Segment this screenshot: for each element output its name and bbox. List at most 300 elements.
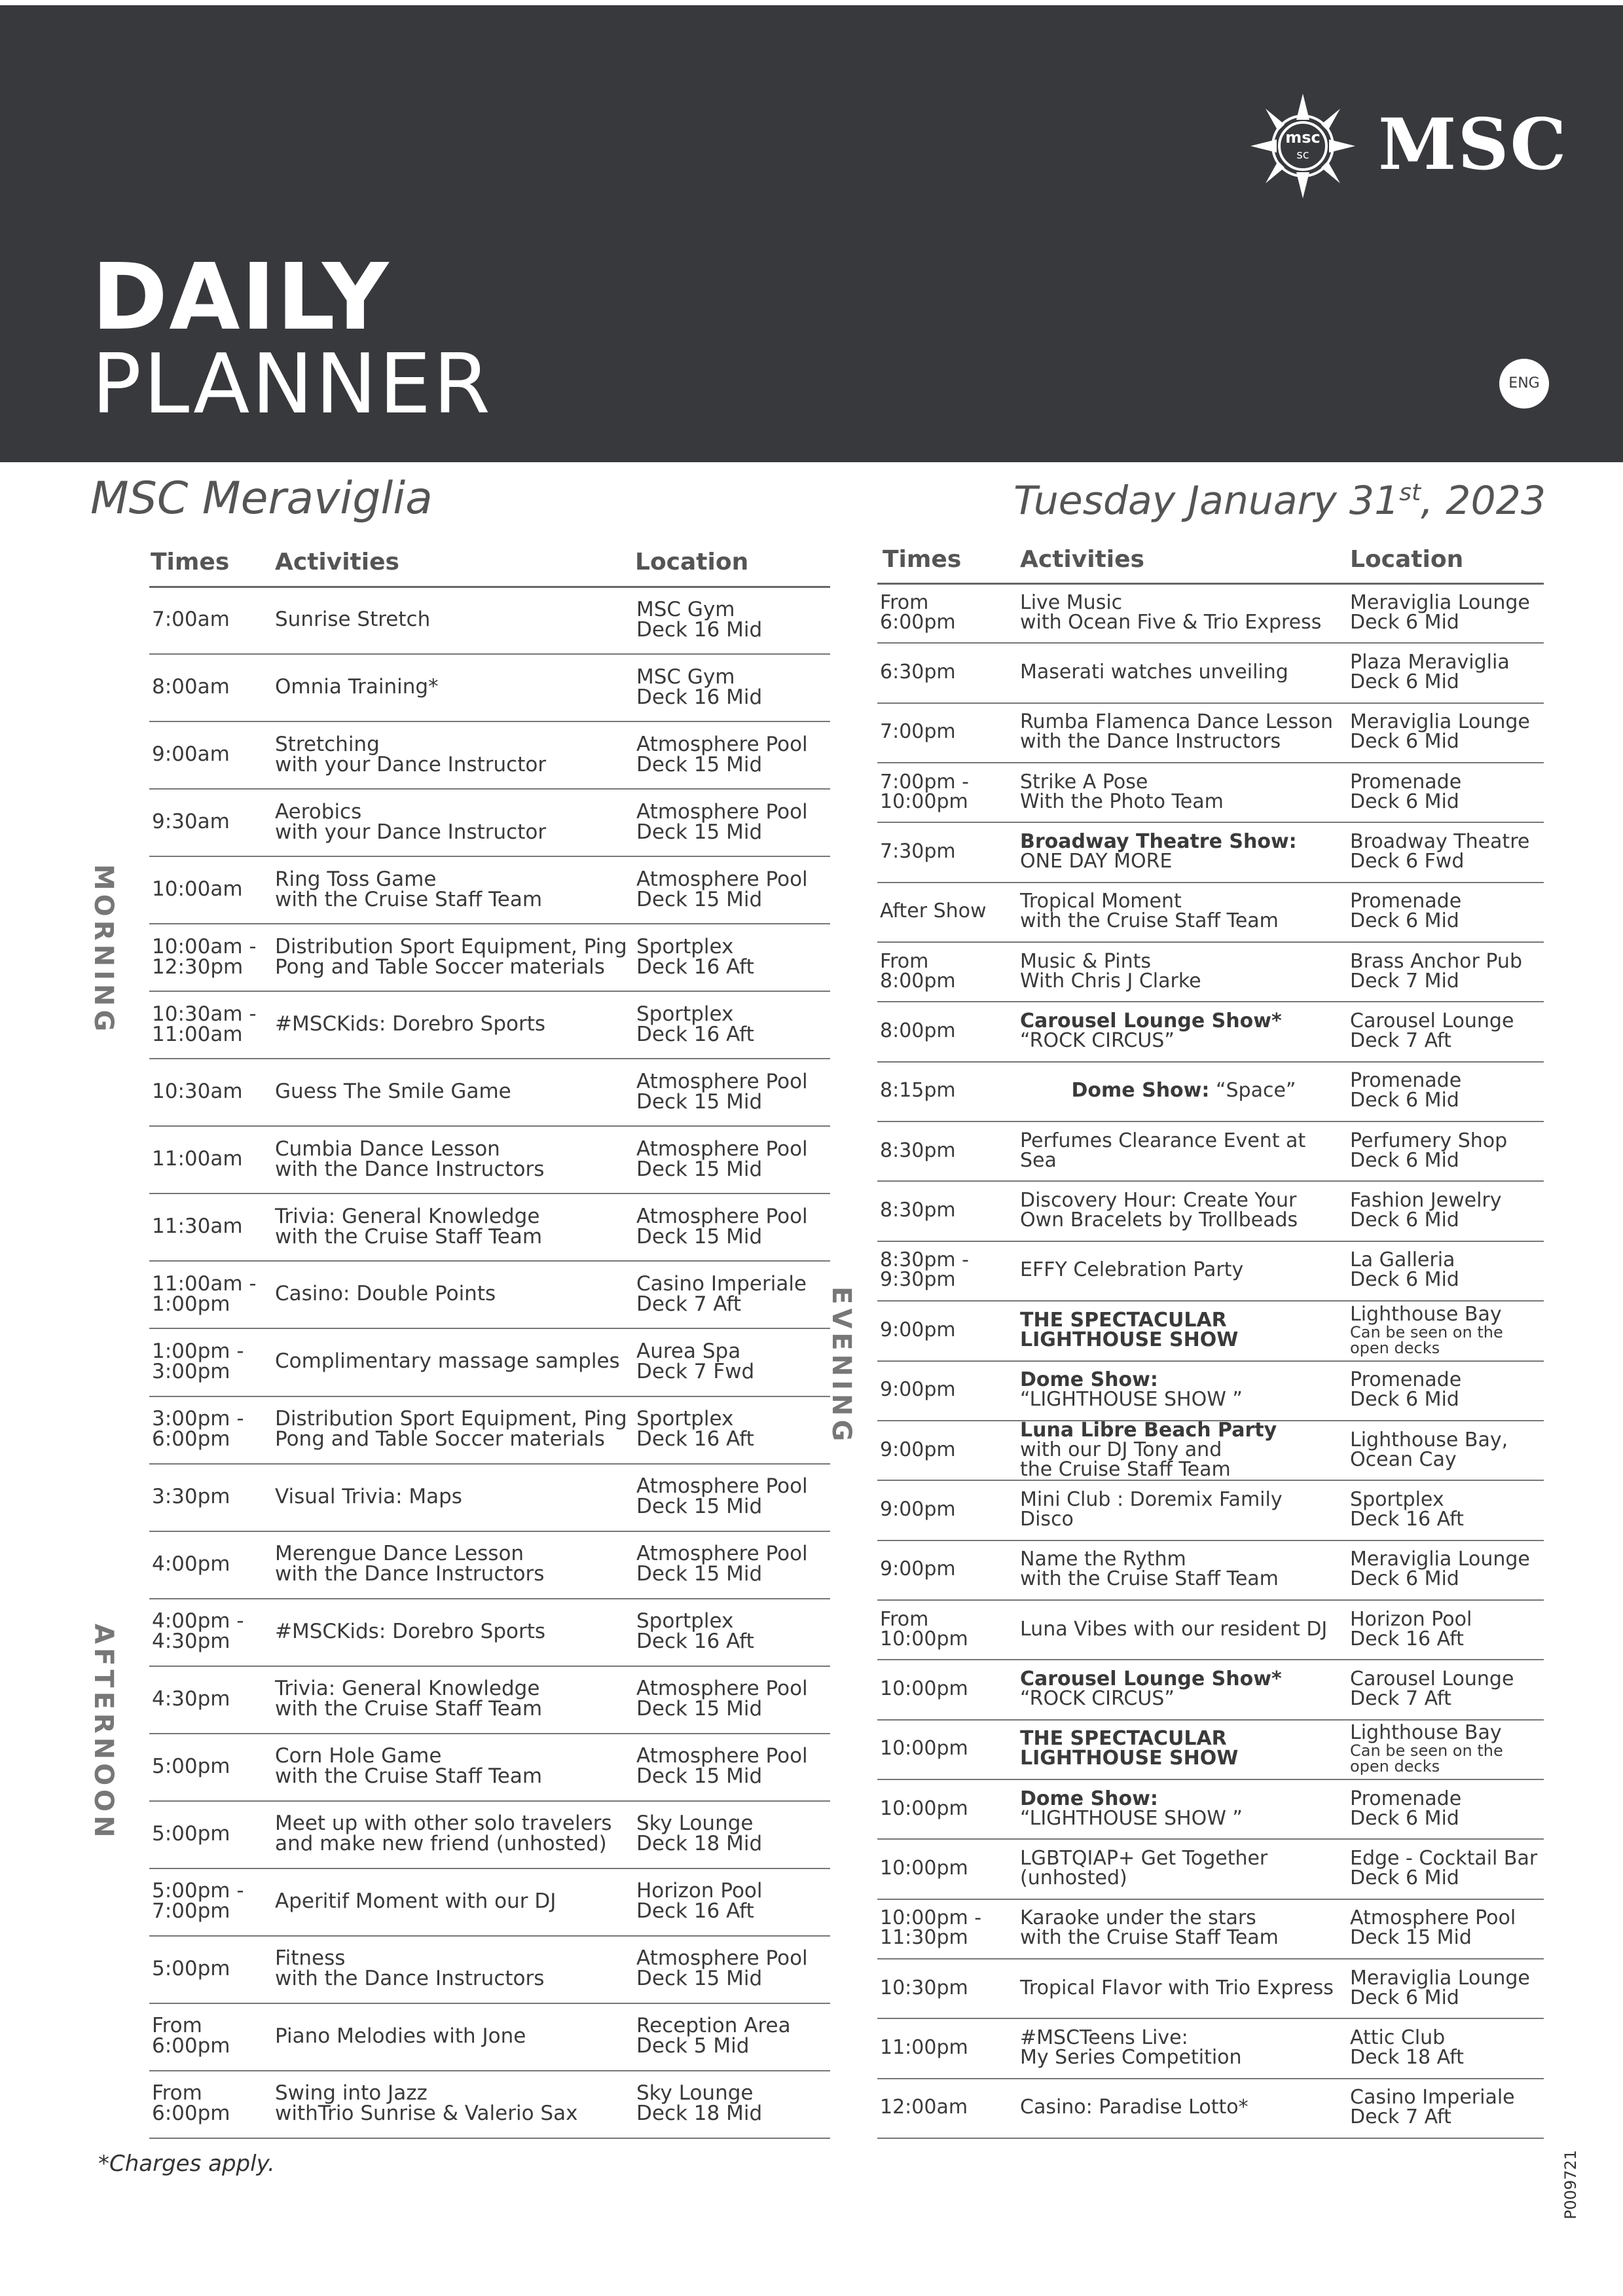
logo-badge-text: msc: [1285, 128, 1321, 147]
row-separator: [149, 1800, 830, 1802]
row-activity-text: Mini Club : Doremix Family Disco: [1020, 1487, 1283, 1531]
row-activity: [1020, 1781, 1347, 1836]
row-location: [1350, 1901, 1540, 1956]
schedule-row: [877, 1542, 1544, 1597]
row-separator: [877, 702, 1544, 704]
row-activity: #MSCKids: Dorebro Sports: [275, 1012, 546, 1036]
row-time: 3:30pm: [152, 1484, 230, 1508]
row-location: [1350, 1243, 1540, 1298]
row-location: [1350, 1960, 1540, 2016]
schedule-row: [877, 1302, 1544, 1358]
row-separator: [149, 1868, 830, 1869]
schedule-row: [877, 1901, 1544, 1956]
row-activity-text: “ROCK CIRCUS”: [1020, 1029, 1175, 1053]
row-time: 3:00pm - 6:00pm: [152, 1407, 244, 1451]
row-time: 10:00pm: [880, 1796, 968, 1820]
row-time: 8:00pm: [880, 1019, 956, 1043]
row-activity-text: “Space”: [1215, 1079, 1296, 1102]
schedule-row: [149, 723, 830, 786]
left-location-header: Location: [635, 549, 749, 575]
row-activity: Aerobics with your Dance Instructor: [275, 799, 547, 844]
row-location-text: Promenade Deck 6 Mid: [1350, 770, 1462, 813]
row-time: 10:30am: [152, 1080, 243, 1104]
schedule-row: [149, 2005, 830, 2068]
row-time: 10:30am - 11:00am: [152, 1002, 257, 1046]
schedule-row: [877, 943, 1544, 999]
section-afternoon: AFTERNOON: [88, 1624, 119, 1842]
row-location-text: Fashion Jewelry Deck 6 Mid: [1350, 1189, 1502, 1232]
row-separator: [877, 1899, 1544, 1900]
row-location: Atmosphere Pool Deck 15 Mid: [636, 732, 808, 776]
msc-logo: [1244, 90, 1584, 202]
row-time: 11:00am: [152, 1147, 243, 1171]
row-separator: [877, 1599, 1544, 1601]
row-time: 4:00pm - 4:30pm: [152, 1609, 244, 1654]
row-activity: Piano Melodies with Jone: [275, 2024, 526, 2048]
row-location-text: Perfumery Shop Deck 6 Mid: [1350, 1129, 1508, 1172]
row-time: From 10:00pm: [880, 1607, 968, 1650]
row-activity-text: Maserati watches unveiling: [1020, 661, 1288, 684]
row-location-text: La Galleria Deck 6 Mid: [1350, 1248, 1459, 1292]
row-activity: Omnia Training*: [275, 675, 439, 699]
row-separator: [149, 1733, 830, 1734]
row-time: 7:30pm: [880, 840, 956, 864]
row-time: 9:00am: [152, 742, 230, 767]
schedule-row: [149, 1736, 830, 1798]
right-times-header: Times: [883, 546, 962, 573]
row-time: After Show: [880, 900, 987, 923]
row-activity: [1020, 1123, 1347, 1178]
row-separator: [877, 2018, 1544, 2019]
row-location: Casino Imperiale Deck 7 Aft: [636, 1271, 807, 1316]
row-time: 10:00pm - 11:30pm: [880, 1906, 982, 1950]
row-activity: Distribution Sport Equipment, Ping Pong and Table Soccer materials: [275, 1407, 627, 1451]
row-location: [1350, 585, 1540, 640]
ship-name: MSC Meraviglia: [90, 473, 433, 524]
row-location-text: Broadway Theatre Deck 6 Fwd: [1350, 830, 1530, 873]
row-separator: [149, 991, 830, 992]
schedule-row: [149, 589, 830, 651]
row-time: 7:00pm: [880, 720, 956, 744]
row-location: Sky Lounge Deck 18 Mid: [636, 1812, 763, 1856]
row-activity-text: Music & Pints With Chris J Clarke: [1020, 949, 1201, 993]
row-location-text: Meraviglia Lounge Deck 6 Mid: [1350, 710, 1530, 754]
row-activity-text: “LIGHTHOUSE SHOW ”: [1020, 1806, 1243, 1830]
row-location: Atmosphere Pool Deck 15 Mid: [636, 799, 808, 844]
row-location: Reception Area Deck 5 Mid: [636, 2014, 791, 2058]
schedule-row: [149, 656, 830, 718]
row-separator: [149, 1328, 830, 1329]
row-time: 9:00pm: [880, 1318, 956, 1341]
row-location: [1350, 1721, 1540, 1777]
row-activity: Cumbia Dance Lesson with the Dance Instructors: [275, 1137, 545, 1181]
row-activity: [1020, 1721, 1347, 1777]
row-time: 10:00am: [152, 877, 243, 902]
row-separator: [149, 1058, 830, 1059]
row-location: [1350, 1601, 1540, 1657]
language-badge[interactable]: ENG: [1499, 359, 1549, 409]
row-activity: [1020, 764, 1347, 820]
row-activity-title: Dome Show:: [1020, 1368, 1158, 1392]
row-separator: [877, 1480, 1544, 1481]
schedule-row: [877, 2020, 1544, 2075]
row-activity: [1020, 1182, 1347, 1238]
row-time: 9:00pm: [880, 1497, 956, 1521]
row-location-text: Brass Anchor Pub Deck 7 Mid: [1350, 949, 1522, 993]
row-time: 10:30pm: [880, 1976, 968, 1999]
row-time: 11:30am: [152, 1214, 243, 1239]
row-location: [1350, 1123, 1540, 1178]
compass-rose-icon: [1244, 90, 1362, 202]
schedule-row: [149, 1128, 830, 1190]
section-morning: MORNING: [88, 864, 119, 1036]
row-activity-text: Name the Rythm with the Cruise Staff Team: [1020, 1548, 1279, 1591]
row-separator: [877, 1958, 1544, 1959]
row-activity: Sunrise Stretch: [275, 608, 431, 632]
row-separator: [877, 1360, 1544, 1362]
row-separator: [877, 2078, 1544, 2079]
row-location: [1350, 1542, 1540, 1597]
row-separator: [149, 1666, 830, 1667]
schedule-row: [877, 1003, 1544, 1059]
row-time: 5:00pm - 7:00pm: [152, 1879, 244, 1923]
row-location-text: Carousel Lounge Deck 7 Aft: [1350, 1010, 1514, 1053]
row-time: 11:00am - 1:00pm: [152, 1271, 257, 1316]
schedule-row: [149, 1803, 830, 1865]
row-activity: Swing into Jazz withTrio Sunrise & Valerio Sax: [275, 2081, 578, 2126]
row-location: [1350, 1840, 1540, 1896]
schedule-row: [877, 1418, 1544, 1481]
row-location-text: Lighthouse Bay: [1350, 1721, 1502, 1745]
row-activity-text: Discovery Hour: Create Your Own Bracelets by Trollbeads: [1020, 1189, 1298, 1232]
schedule-row: [877, 1661, 1544, 1717]
row-location: MSC Gym Deck 16 Mid: [636, 665, 763, 709]
row-time: 5:00pm: [152, 1754, 230, 1778]
schedule-row: [149, 1195, 830, 1258]
row-time: From 6:00pm: [152, 2014, 230, 2058]
schedule-row: [149, 1533, 830, 1595]
row-separator: [877, 1241, 1544, 1242]
row-time: 10:00am - 12:30pm: [152, 934, 257, 979]
row-separator: [877, 762, 1544, 763]
row-separator: [877, 1300, 1544, 1302]
row-activity-text: Casino: Paradise Lotto*: [1020, 2096, 1249, 2119]
right-location-header: Location: [1350, 546, 1464, 573]
row-separator: [149, 1260, 830, 1262]
row-location-text: Attic Club Deck 18 Aft: [1350, 2026, 1464, 2069]
row-location: [1350, 1422, 1540, 1478]
row-location: Atmosphere Pool Deck 15 Mid: [636, 1204, 808, 1248]
title-daily: DAILY: [92, 244, 390, 351]
row-activity: [1020, 1601, 1347, 1657]
row-activity-title: Carousel Lounge Show*: [1020, 1667, 1282, 1690]
row-location: Atmosphere Pool Deck 15 Mid: [636, 1542, 808, 1586]
row-separator: [877, 1061, 1544, 1063]
row-separator: [877, 2138, 1544, 2139]
schedule-row: [149, 2073, 830, 2135]
section-evening: EVENING: [826, 1286, 856, 1446]
row-activity: [1020, 1243, 1347, 1298]
schedule-row: [149, 993, 830, 1055]
row-time: From 6:00pm: [880, 591, 956, 634]
row-activity-text: Tropical Flavor with Trio Express: [1020, 1976, 1334, 1999]
document-code: P009721: [1561, 2149, 1580, 2219]
row-activity: [1020, 1901, 1347, 1956]
row-activity: Distribution Sport Equipment, Ping Pong and Table Soccer materials: [275, 934, 627, 979]
schedule-row: [149, 1601, 830, 1663]
row-location: Sportplex Deck 16 Aft: [636, 1609, 754, 1654]
title-planner: PLANNER: [92, 336, 492, 432]
row-separator: [149, 721, 830, 722]
row-location: [1350, 764, 1540, 820]
row-separator: [149, 1125, 830, 1127]
row-location: Sportplex Deck 16 Aft: [636, 1002, 754, 1046]
row-location: [1350, 1063, 1540, 1119]
right-activities-header: Activities: [1020, 546, 1144, 573]
row-separator: [149, 923, 830, 924]
row-location-text: Horizon Pool Deck 16 Aft: [1350, 1607, 1472, 1650]
row-separator: [877, 1180, 1544, 1182]
row-activity-text: Perfumes Clearance Event at Sea: [1020, 1129, 1306, 1172]
row-location: [1350, 644, 1540, 700]
row-activity-title: Dome Show:: [1071, 1079, 1210, 1102]
row-activity: [1020, 1542, 1347, 1597]
row-activity-text: ONE DAY MORE: [1020, 850, 1173, 873]
schedule-row: [149, 1466, 830, 1528]
row-location-text: Casino Imperiale Deck 7 Aft: [1350, 2086, 1515, 2129]
row-location: [1350, 824, 1540, 879]
row-separator: [149, 856, 830, 857]
row-activity: #MSCKids: Dorebro Sports: [275, 1619, 546, 1643]
row-separator: [877, 941, 1544, 943]
schedule-row: [877, 1960, 1544, 2016]
row-location-text: Meraviglia Lounge Deck 6 Mid: [1350, 1548, 1530, 1591]
row-location: [1350, 1781, 1540, 1836]
row-separator: [149, 1598, 830, 1599]
schedule-row: [877, 884, 1544, 939]
header-banner: [0, 5, 1623, 462]
schedule-row: [149, 791, 830, 853]
row-time: 4:30pm: [152, 1686, 230, 1711]
schedule-row: [877, 1721, 1544, 1777]
row-time: From 8:00pm: [880, 949, 956, 993]
schedule-row: [149, 1061, 830, 1123]
row-location: Sportplex Deck 16 Aft: [636, 934, 754, 979]
row-location: Atmosphere Pool Deck 15 Mid: [636, 1946, 808, 1991]
schedule-row: [877, 1840, 1544, 1896]
row-separator: [877, 1121, 1544, 1122]
row-location: [1350, 943, 1540, 999]
row-location-text: Edge - Cocktail Bar Deck 6 Mid: [1350, 1846, 1538, 1889]
schedule-row: [877, 1362, 1544, 1418]
row-activity: Trivia: General Knowledge with the Cruise Staff Team: [275, 1204, 543, 1248]
row-activity-text: Strike A Pose With the Photo Team: [1020, 770, 1224, 813]
row-location: [1350, 704, 1540, 760]
row-time: 5:00pm: [152, 1821, 230, 1846]
row-activity-text: Tropical Moment with the Cruise Staff Team: [1020, 890, 1279, 933]
schedule-row: [877, 764, 1544, 820]
row-activity: [1020, 2080, 1347, 2136]
schedule-row: [877, 1063, 1544, 1119]
row-location: [1350, 1003, 1540, 1059]
row-activity: [1020, 1661, 1347, 1717]
row-location-text: Atmosphere Pool Deck 15 Mid: [1350, 1906, 1516, 1950]
left-header-rule: [149, 586, 830, 588]
row-separator: [877, 1540, 1544, 1541]
row-activity-title: Dome Show:: [1020, 1787, 1158, 1810]
row-separator: [149, 653, 830, 655]
row-time: 9:00pm: [880, 1438, 956, 1461]
row-activity: [1020, 1482, 1347, 1537]
row-time: From 6:00pm: [152, 2081, 230, 2126]
row-separator: [877, 1838, 1544, 1840]
schedule-row: [877, 1123, 1544, 1178]
row-activity: [1020, 1003, 1347, 1059]
schedule-row: [149, 1263, 830, 1325]
row-activity: [1020, 585, 1347, 640]
row-location-note: Can be seen on the open decks: [1350, 1322, 1503, 1357]
schedule-row: [149, 1938, 830, 2000]
row-time: 10:00pm: [880, 1856, 968, 1880]
row-separator: [877, 1719, 1544, 1721]
row-activity: Meet up with other solo travelers and make new friend (unhosted): [275, 1812, 612, 1856]
schedule-row: [877, 1482, 1544, 1537]
planner-date: Tuesday January 31st, 2023: [1013, 478, 1546, 524]
row-activity-text: EFFY Celebration Party: [1020, 1258, 1244, 1282]
row-time: 9:00pm: [880, 1558, 956, 1581]
row-separator: [149, 1463, 830, 1465]
schedule-row: [877, 644, 1544, 700]
row-activity: [1020, 704, 1347, 760]
row-activity: Merengue Dance Lesson with the Dance Instructors: [275, 1542, 545, 1586]
row-separator: [877, 882, 1544, 883]
row-time: 10:00pm: [880, 1737, 968, 1760]
row-activity-title: THE SPECTACULAR LIGHTHOUSE SHOW: [1020, 1727, 1239, 1770]
row-time: 8:00am: [152, 675, 230, 699]
row-activity-text: “LIGHTHOUSE SHOW ”: [1020, 1388, 1243, 1412]
schedule-row: [877, 2080, 1544, 2136]
row-location: MSC Gym Deck 16 Mid: [636, 597, 763, 642]
row-activity-title: Carousel Lounge Show*: [1020, 1010, 1282, 1033]
row-location: Atmosphere Pool Deck 15 Mid: [636, 1069, 808, 1114]
row-time: 4:00pm: [152, 1552, 230, 1576]
svg-text:sc: sc: [1296, 148, 1309, 162]
row-location: Sportplex Deck 16 Aft: [636, 1407, 754, 1451]
row-time: 9:30am: [152, 810, 230, 834]
row-separator: [149, 2003, 830, 2004]
row-location: [1350, 1182, 1540, 1238]
row-location: Horizon Pool Deck 16 Aft: [636, 1879, 763, 1923]
row-activity: Visual Trivia: Maps: [275, 1484, 462, 1508]
row-location: [1350, 1661, 1540, 1717]
row-activity-title: Broadway Theatre Show:: [1020, 830, 1297, 854]
row-time: 6:30pm: [880, 661, 956, 684]
row-separator: [877, 1659, 1544, 1660]
row-location-text: Plaza Meraviglia Deck 6 Mid: [1350, 651, 1510, 694]
row-time: 12:00am: [880, 2096, 968, 2119]
row-activity: [1020, 1418, 1347, 1481]
schedule-row: [149, 858, 830, 920]
row-time: 8:30pm: [880, 1139, 956, 1162]
row-separator: [149, 2070, 830, 2071]
row-location: [1350, 1482, 1540, 1537]
row-location-text: Lighthouse Bay: [1350, 1302, 1502, 1326]
row-activity: Stretching with your Dance Instructor: [275, 732, 547, 776]
row-location: Atmosphere Pool Deck 15 Mid: [636, 1744, 808, 1789]
row-activity: [1020, 1302, 1347, 1358]
row-location-note: Can be seen on the open decks: [1350, 1741, 1503, 1776]
row-separator: [877, 1001, 1544, 1002]
schedule-row: [877, 824, 1544, 879]
row-location: Atmosphere Pool Deck 15 Mid: [636, 867, 808, 911]
row-location-text: Sportplex Deck 16 Aft: [1350, 1487, 1464, 1531]
row-activity-text: Luna Vibes with our resident DJ: [1020, 1617, 1328, 1641]
row-location-text: Carousel Lounge Deck 7 Aft: [1350, 1667, 1514, 1710]
row-activity: Complimentary massage samples: [275, 1349, 620, 1374]
row-location: [1350, 884, 1540, 939]
row-activity-text: Live Music with Ocean Five & Trio Express: [1020, 591, 1322, 634]
row-time: 9:00pm: [880, 1378, 956, 1402]
schedule-row: [877, 585, 1544, 640]
row-time: 8:30pm - 9:30pm: [880, 1248, 969, 1292]
row-location: [1350, 2020, 1540, 2075]
row-location: Atmosphere Pool Deck 15 Mid: [636, 1137, 808, 1181]
row-separator: [149, 2138, 830, 2139]
row-activity-title: Luna Libre Beach Party: [1020, 1418, 1277, 1442]
row-time: 8:15pm: [880, 1079, 956, 1102]
left-times-header: Times: [151, 549, 230, 575]
row-activity: [1020, 824, 1347, 879]
row-location: Aurea Spa Deck 7 Fwd: [636, 1339, 755, 1383]
row-activity-text: LGBTQIAP+ Get Together (unhosted): [1020, 1846, 1268, 1889]
row-activity: [1020, 1960, 1347, 2016]
row-activity: Ring Toss Game with the Cruise Staff Team: [275, 867, 543, 911]
row-location: Sky Lounge Deck 18 Mid: [636, 2081, 763, 2126]
row-separator: [149, 1396, 830, 1397]
row-activity: [1020, 1840, 1347, 1896]
schedule-row: [149, 926, 830, 988]
row-activity: Fitness with the Dance Instructors: [275, 1946, 545, 1991]
schedule-row: [149, 1870, 830, 1933]
row-activity-text: with our DJ Tony and the Cruise Staff Team: [1020, 1438, 1231, 1481]
row-location: [1350, 2080, 1540, 2136]
row-activity-text: “ROCK CIRCUS”: [1020, 1686, 1175, 1710]
row-separator: [877, 822, 1544, 823]
schedule-row: [149, 1330, 830, 1393]
schedule-row: [149, 1398, 830, 1461]
row-location-text: Meraviglia Lounge Deck 6 Mid: [1350, 591, 1530, 634]
left-activities-header: Activities: [275, 549, 399, 575]
row-activity-text: #MSCTeens Live: My Series Competition: [1020, 2026, 1242, 2069]
row-activity: [1020, 644, 1347, 700]
row-time: 1:00pm - 3:00pm: [152, 1339, 244, 1383]
row-activity: Trivia: General Knowledge with the Cruise Staff Team: [275, 1677, 543, 1721]
footnote: *Charges apply.: [98, 2151, 275, 2177]
row-separator: [149, 788, 830, 790]
row-activity: [1020, 1362, 1347, 1418]
row-location: Atmosphere Pool Deck 15 Mid: [636, 1677, 808, 1721]
schedule-row: [877, 704, 1544, 760]
row-location-text: Promenade Deck 6 Mid: [1350, 890, 1462, 933]
row-activity: [1020, 2020, 1347, 2075]
row-separator: [877, 642, 1544, 644]
row-separator: [149, 1531, 830, 1532]
row-time: 5:00pm: [152, 1956, 230, 1980]
schedule-row: [877, 1243, 1544, 1298]
brand-name: MSC: [1378, 103, 1568, 186]
schedule-row: [877, 1781, 1544, 1836]
row-location: Atmosphere Pool Deck 15 Mid: [636, 1474, 808, 1519]
